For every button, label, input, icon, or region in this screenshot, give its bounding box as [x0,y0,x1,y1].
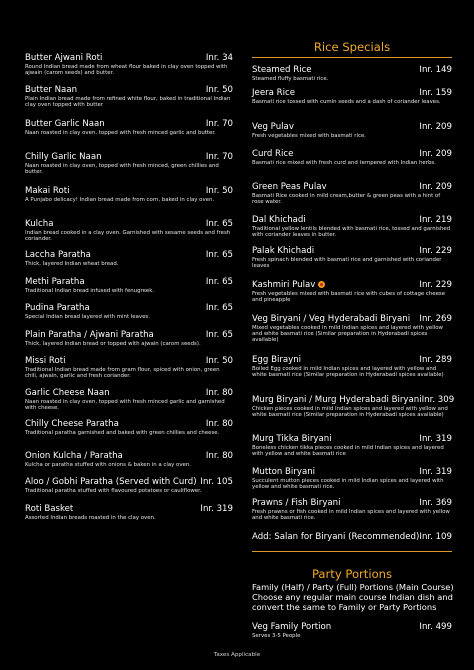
menu-item [25,186,233,203]
item-desc: Fresh vegetables mixed with basmati rice with cubes of cottage cheese and pineapple [252,290,446,303]
item-price: Inr. 70 [205,119,233,129]
item-name: Egg Birayni [252,355,302,365]
item-price: Inr. 209 [419,149,452,159]
menu-item [252,65,452,82]
menu-item [25,152,233,175]
item-price: Inr. 369 [419,498,452,508]
item-price: Inr. 65 [205,303,233,313]
item-name: Jeera Rice [252,88,296,98]
item-name: Dal Khichadi [252,215,306,225]
section-divider [252,551,452,552]
item-name: Laccha Paratha [25,250,91,260]
item-name: Chilly Garlic Naan [25,152,102,162]
item-desc: Fresh spinach blended with basmati rice and garnished with coriander leaves [252,256,442,269]
item-desc: A Punjabo delicacy! Indian bread made from corn, baked in clay oven. [25,196,215,203]
item-name: Palak Khichadi [252,246,315,256]
item-desc: Mixed vegetables cooked in mild Indian spices and layered with yellow and white basmati rice (Similar preparation in Hyderabadi spices available) [252,324,443,344]
item-price: Inr. 80 [205,419,233,429]
menu-item [25,250,233,267]
menu-item [252,622,452,639]
item-name: Plain Paratha / Ajwani Paratha [25,330,154,340]
menu-item [25,356,233,379]
menu-item [252,280,452,303]
item-price: Inr. 105 [200,477,233,487]
item-desc: Succulent mutton pieces cooked in mild Indian spices and layered with yellow and white basmati rice. [252,477,444,490]
menu-item [252,122,452,139]
item-price: Inr. 65 [205,250,233,260]
item-price: Inr. 50 [205,85,233,95]
item-name: Veg Family Portion [252,622,332,632]
item-name: Methi Paratha [25,277,85,287]
item-name: Kulcha [25,219,54,229]
item-desc: Thick, layered Indian wheat bread. [25,260,119,267]
item-name: Pudina Paratha [25,303,90,313]
item-name: Missi Roti [25,356,66,366]
item-name: Murg Biryani / Murg Hyderabadi Biryani [252,395,422,405]
menu-item [252,149,452,166]
item-desc: Traditional paratha garnished and baked with green chillies and cheese. [25,429,220,436]
rice-specials-heading: Rice Specials [313,40,391,54]
item-name: Murg Tikka Biryani [252,434,332,444]
item-price: Inr. 319 [419,467,452,477]
item-desc: Boneless chicken tikka pieces cooked in mild Indian spices and layered with yellow and white basmati rice [252,444,444,457]
item-desc: Basmati rice mixed with fresh curd and tempered with Indian herbs. [252,159,436,166]
item-price: Inr. 219 [419,215,452,225]
menu-item [252,467,452,490]
item-price: Inr. 65 [205,330,233,340]
item-name: Mutton Biryani [252,467,316,477]
menu-item [252,395,455,418]
menu-item [252,498,452,521]
menu-item [25,504,233,521]
item-name: Butter Garlic Naan [25,119,105,129]
item-desc: Traditional Indian bread made from gram flour, spiced with onion, green chili, ajwain, garlic and fresh coriander. [25,366,220,379]
item-price: Inr. 80 [205,388,233,398]
menu-item [25,303,233,320]
menu-item [25,53,233,76]
chili-icon [318,281,325,288]
item-price: Inr. 319 [419,434,452,444]
item-price: Inr. 159 [419,88,452,98]
item-price: Inr. 70 [205,152,233,162]
item-name: Butter Naan [25,85,78,95]
taxes-footer: Taxes Applicable [213,652,261,658]
item-desc: Traditional yellow lentils blended with basmati rice, tossed and garnished with coriander leaves in butter. [252,225,451,238]
item-desc: Basmati rice tossed with cumin seeds and a dash of coriander leaves. [252,98,441,105]
item-desc: Plain Indian bread made from refined white flour, baked in traditional Indian clay oven topped with butter [25,95,231,108]
item-price: Inr. 80 [205,451,233,461]
item-name: Onion Kulcha / Paratha [25,451,123,461]
item-price: Inr. 499 [419,622,452,632]
item-price: Inr. 319 [200,504,233,514]
item-desc: Naan roasted in clay oven, topped with fresh minced garlic and butter. [25,129,216,136]
item-desc: Special Indian bread layered with mint leaves. [25,313,150,320]
heading-divider [252,57,452,58]
item-desc: Fresh prawns or fish cooked in mild Indian spices and layered with yellow and white basmati rice. [252,508,450,521]
item-name: Makai Roti [25,186,70,196]
menu-item [25,477,233,494]
item-desc: Boiled Egg cooked in mild Indian spices and layered with yellow and white basmati rice (Similar preparation in Hyderabadi spices available) [252,365,444,378]
item-name-text: Kashmiri Pulav [252,280,316,290]
item-desc: Round Indian bread made from wheat flour baked in clay oven topped with ajwain (carom seeds) and butter. [25,63,228,76]
menu-item [252,88,452,105]
item-name: Aloo / Gobhi Paratha (Served with Curd) [25,477,197,487]
item-name: Green Peas Pulav [252,182,327,192]
item-desc: Steamed fluffy basmati rice. [252,75,329,82]
menu-item [252,246,452,269]
menu-item [25,219,233,242]
item-price: Inr. 289 [419,355,452,365]
menu-item [252,532,452,542]
item-price: Inr. 309 [421,395,455,405]
menu-item [25,330,233,347]
menu-item [25,119,233,136]
item-desc: Kulcha or paratha stuffed with onions & baken in a clay oven. [25,461,191,468]
item-desc: Fresh vegetables mixed with basmati rice. [252,132,366,139]
item-name [252,280,325,290]
item-name: Steamed Rice [252,65,312,75]
item-price: Inr. 149 [419,65,452,75]
menu-item [252,355,452,378]
item-name: Prawns / Fish Biryani [252,498,341,508]
item-name: Garlic Cheese Naan [25,388,110,398]
item-name: Curd Rice [252,149,294,159]
item-desc: Indian bread cooked in a clay oven. Garnished with sesame seeds and fresh coriander. [25,229,231,242]
item-price: Inr. 269 [419,314,452,324]
menu-item [252,215,452,238]
menu-item [25,451,233,468]
menu-item [252,434,452,457]
item-price: Inr. 109 [419,532,452,542]
menu-item [252,182,452,205]
item-desc: Assorted Indian breads roasted in the clay oven. [25,514,156,521]
item-desc: Thick, layered Indian bread or topped with ajwain (carom seeds). [25,340,201,347]
item-price: Inr. 50 [205,186,233,196]
item-name: Roti Basket [25,504,74,514]
item-name: Veg Pulav [252,122,294,132]
menu-item [25,277,233,294]
item-desc: Naan roasted in clay oven, topped with fresh minced, green chillies and butter. [25,162,219,175]
party-intro: Family (Half) / Party (Full) Portions (Main Course) Choose any regular main course Indian dish and convert the same to Family or Party Portions [252,582,454,612]
item-desc: Traditional Indian bread infused with fenugreek. [25,287,155,294]
item-desc: Serves 3-5 People [252,632,301,639]
menu-item [25,388,233,411]
item-desc: Traditional paratha stuffed with flavoured potatoes or cauliflower. [25,487,202,494]
item-price: Inr. 50 [205,356,233,366]
item-desc: Chicken pieces cooked in mild Indian spices and layered with yellow and white basmati rice (Similar preparation in Hyderabadi spices available) [252,405,448,418]
item-price: Inr. 229 [419,246,452,256]
item-desc: Basmati Rice cooked in mild cream,butter & green peas with a hint of rose water. [252,192,441,205]
menu-item [252,314,452,344]
menu-item [25,419,233,436]
item-name: Chilly Cheese Paratha [25,419,119,429]
item-price: Inr. 34 [205,53,233,63]
item-price: Inr. 65 [205,219,233,229]
item-price: Inr. 65 [205,277,233,287]
item-price: Inr. 209 [419,182,452,192]
menu-item [25,85,233,108]
item-name: Butter Ajwani Roti [25,53,103,63]
item-price: Inr. 209 [419,122,452,132]
item-price: Inr. 229 [419,280,452,290]
item-name: Add: Salan for Biryani (Recommended) [252,532,420,542]
item-desc: Naan roasted in clay oven, topped with fresh minced garlic and garnished with cheese. [25,398,225,411]
party-portions-heading: Party Portions [311,567,393,581]
item-name: Veg Biryani / Veg Hyderabadi Biryani [252,314,411,324]
